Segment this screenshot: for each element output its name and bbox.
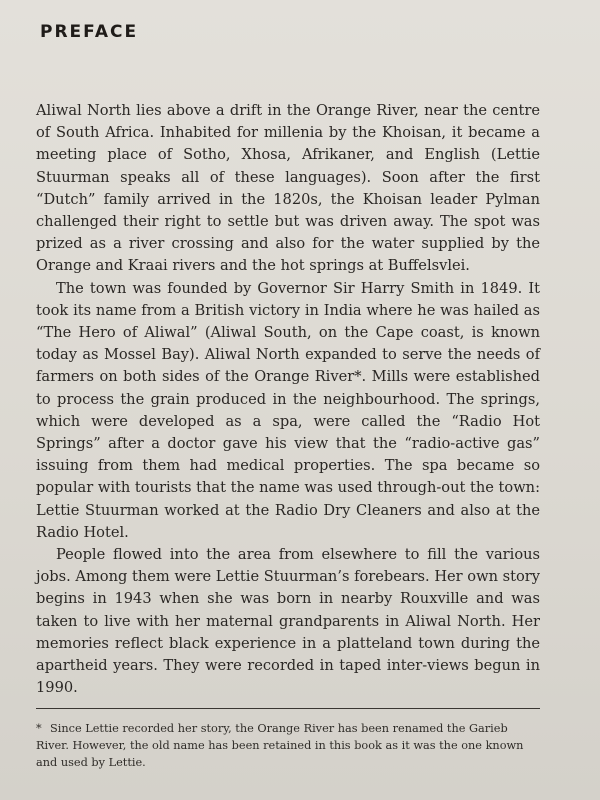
- page-heading: PREFACE: [40, 22, 139, 42]
- paragraph-1: Aliwal North lies above a drift in the Orange River, near the centre of South Africa. Inhabited for millenia by the Khoisan, it became a meeting place of Sotho, Xhosa, Afrikaner, and English (Lettie Stuurman speaks all of these languages). Soon after the first “Dutch” family arrived in the 1820s, the Khoisan leader Pylman challenged their right to settle but was driven away. The spot was prized as a river crossing and also for the water supplied by the Orange and Kraai rivers and the hot springs at Buffelsvlei.: [36, 102, 540, 275]
- paragraph-2: The town was founded by Governor Sir Harry Smith in 1849. It took its name from a British victory in India where he was hailed as “The Hero of Aliwal” (Aliwal South, on the Cape coast, is known today as Mossel Bay). Aliwal North expanded to serve the needs of farmers on both sides of the Orange River*. Mills were established to process the grain produced in the neighbourhood. The springs, which were developed as a spa, were called the “Radio Hot Springs” after a doctor gave his view that the “radio-active gas” issuing from them had medical properties. The spa became so popular with tourists that the name was used through-out the town: Lettie Stuurman worked at the Radio Dry Cleaners and also at the Radio Hotel.: [36, 279, 540, 541]
- footnote-marker: *: [36, 722, 42, 735]
- footnote: [36, 720, 536, 771]
- paragraph-3: People flowed into the area from elsewhere to fill the various jobs. Among them were Lettie Stuurman’s forebears. Her own story begins in 1943 when she was born in nearby Rouxville and was taken to live with her maternal grandparents in Aliwal North. Her memories reflect black experience in a platteland town during the apartheid years. They were recorded in taped inter-views begun in 1990.: [36, 546, 540, 697]
- preface-body: [36, 100, 540, 699]
- footnote-divider: [36, 708, 540, 709]
- footnote-text: Since Lettie recorded her story, the Orange River has been renamed the Garieb River. However, the old name has been retained in this book as it was the one known and used by Lettie.: [36, 722, 524, 769]
